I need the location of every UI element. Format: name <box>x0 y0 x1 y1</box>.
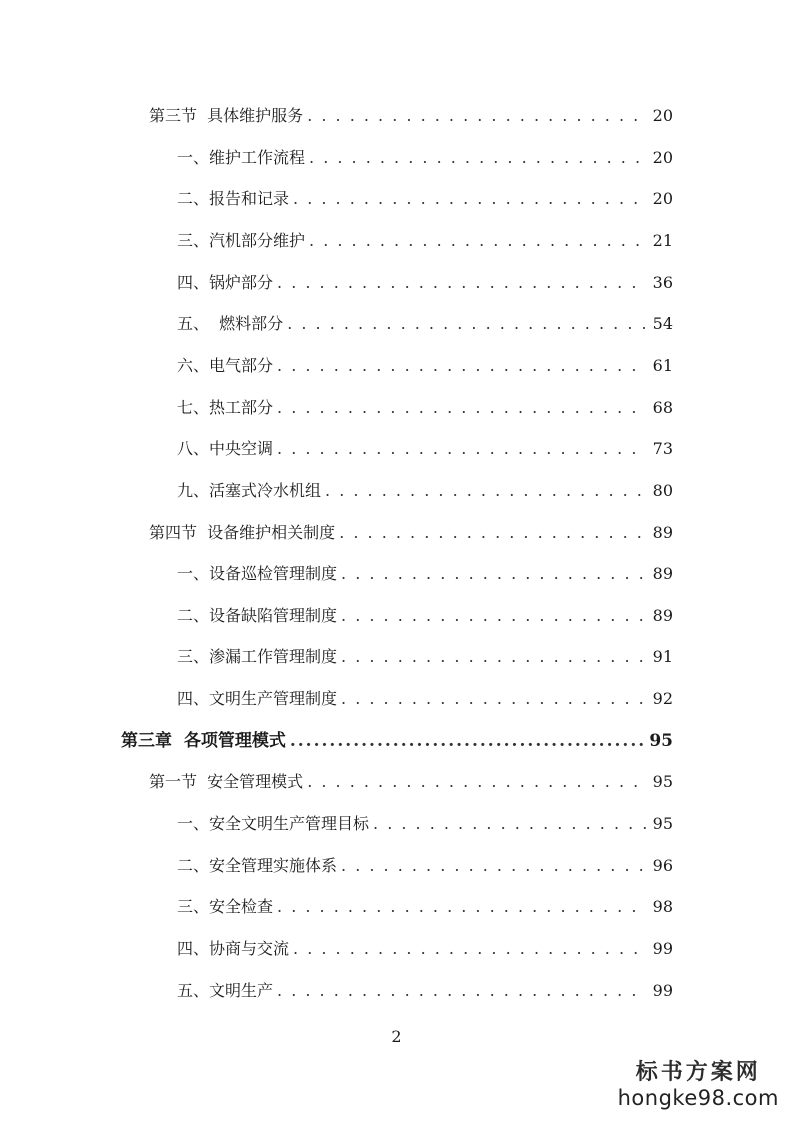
toc-entry-page: 95 <box>649 731 673 751</box>
toc-entry-page: 95 <box>652 772 673 791</box>
toc-entry[interactable] <box>177 814 673 834</box>
toc-entry[interactable] <box>177 314 673 334</box>
toc-entry[interactable] <box>177 981 673 1001</box>
toc-leader-dots <box>277 981 647 1001</box>
toc-entry-title: 二、安全管理实施体系 <box>177 856 338 875</box>
toc-entry-page: 68 <box>652 398 673 417</box>
toc-entry[interactable] <box>177 398 673 418</box>
toc-leader-dots <box>341 647 647 667</box>
toc-leader-dots <box>341 856 647 876</box>
page-number: 2 <box>391 1027 402 1046</box>
toc-leader-dots <box>277 897 647 917</box>
toc-entry-title: 六、电气部分 <box>177 356 274 375</box>
toc-entry-page: 89 <box>652 564 673 583</box>
toc-entry-title: 三、渗漏工作管理制度 <box>177 647 338 666</box>
toc-entry[interactable] <box>177 273 673 293</box>
toc-entry-title: 三、安全检查 <box>177 897 274 916</box>
toc-leader-dots <box>277 273 647 293</box>
toc-leader-dots <box>307 772 646 792</box>
toc-entry-page: 95 <box>652 814 673 833</box>
toc-entry[interactable] <box>121 731 673 751</box>
toc-entry-page: 36 <box>652 273 673 292</box>
toc-entry-title: 五、文明生产 <box>177 981 274 1000</box>
toc-entry-title: 四、文明生产管理制度 <box>177 689 338 708</box>
toc-entry[interactable] <box>177 564 673 584</box>
toc-entry-title: 四、锅炉部分 <box>177 273 274 292</box>
toc-entry[interactable] <box>177 647 673 667</box>
toc-entry-title: 四、协商与交流 <box>177 939 290 958</box>
toc-entry[interactable] <box>177 356 673 376</box>
toc-entry-title: 第三节 具体维护服务 <box>149 106 304 125</box>
toc-entry-page: 20 <box>652 148 673 167</box>
toc-entry-title: 一、安全文明生产管理目标 <box>177 814 370 833</box>
toc-entry[interactable] <box>177 189 673 209</box>
toc-leader-dots <box>293 939 647 959</box>
toc-entry-page: 99 <box>652 981 673 1000</box>
toc-entry-title: 一、维护工作流程 <box>177 148 306 167</box>
toc-leader-dots <box>373 814 647 834</box>
toc-entry-page: 21 <box>652 231 673 250</box>
toc-leader-dots <box>277 356 647 376</box>
toc-entry-page: 54 <box>652 314 673 333</box>
toc-entry-page: 96 <box>652 856 673 875</box>
toc-leader-dots <box>290 731 643 751</box>
toc-entry-title: 第四节 设备维护相关制度 <box>149 523 336 542</box>
toc-leader-dots <box>341 606 647 626</box>
toc-entry-page: 20 <box>652 106 673 125</box>
toc-leader-dots <box>293 189 647 209</box>
toc-leader-dots <box>307 106 646 126</box>
toc-entry[interactable] <box>177 939 673 959</box>
toc-leader-dots <box>287 314 646 334</box>
toc-entry[interactable] <box>149 772 673 792</box>
toc-entry-page: 89 <box>652 606 673 625</box>
toc-entry[interactable] <box>177 481 673 501</box>
toc-entry-page: 80 <box>652 481 673 500</box>
toc-leader-dots <box>341 689 647 709</box>
toc-leader-dots <box>309 148 647 168</box>
toc-entry[interactable] <box>149 106 673 126</box>
toc-entry[interactable] <box>177 148 673 168</box>
toc-entry[interactable] <box>177 897 673 917</box>
toc-entry-title: 五、 燃料部分 <box>177 314 284 333</box>
toc-entry-title: 三、汽机部分维护 <box>177 231 306 250</box>
toc-leader-dots <box>339 523 646 543</box>
toc-entry-page: 99 <box>652 939 673 958</box>
toc-entry-page: 89 <box>652 523 673 542</box>
toc-entry[interactable] <box>149 523 673 543</box>
toc-entry-page: 91 <box>652 647 673 666</box>
toc-entry-title: 九、活塞式冷水机组 <box>177 481 322 500</box>
toc-entry-title: 七、热工部分 <box>177 398 274 417</box>
toc-entry-title: 第一节 安全管理模式 <box>149 772 304 791</box>
toc-leader-dots <box>277 439 647 459</box>
toc-entry[interactable] <box>177 856 673 876</box>
toc-leader-dots <box>325 481 647 501</box>
toc-entry-page: 98 <box>652 897 673 916</box>
toc-leader-dots <box>341 564 647 584</box>
watermark-logo <box>618 1060 779 1110</box>
toc-entry-title: 二、设备缺陷管理制度 <box>177 606 338 625</box>
toc-leader-dots <box>277 398 647 418</box>
toc-entry-title: 第三章 各项管理模式 <box>121 731 286 751</box>
toc-entry-page: 20 <box>652 189 673 208</box>
toc-entry-title: 二、报告和记录 <box>177 189 290 208</box>
toc-entry[interactable] <box>177 439 673 459</box>
toc-entry-page: 61 <box>652 356 673 375</box>
toc-entry[interactable] <box>177 231 673 251</box>
toc-entry-page: 73 <box>652 439 673 458</box>
toc-entry[interactable] <box>177 689 673 709</box>
toc-entry-title: 八、中央空调 <box>177 439 274 458</box>
watermark-site-url: hongke98.com <box>617 1086 779 1110</box>
toc-entry-page: 92 <box>652 689 673 708</box>
watermark-site-name: 标书方案网 <box>635 1060 761 1085</box>
toc-entry[interactable] <box>177 606 673 626</box>
toc-leader-dots <box>309 231 647 251</box>
toc-entry-title: 一、设备巡检管理制度 <box>177 564 338 583</box>
